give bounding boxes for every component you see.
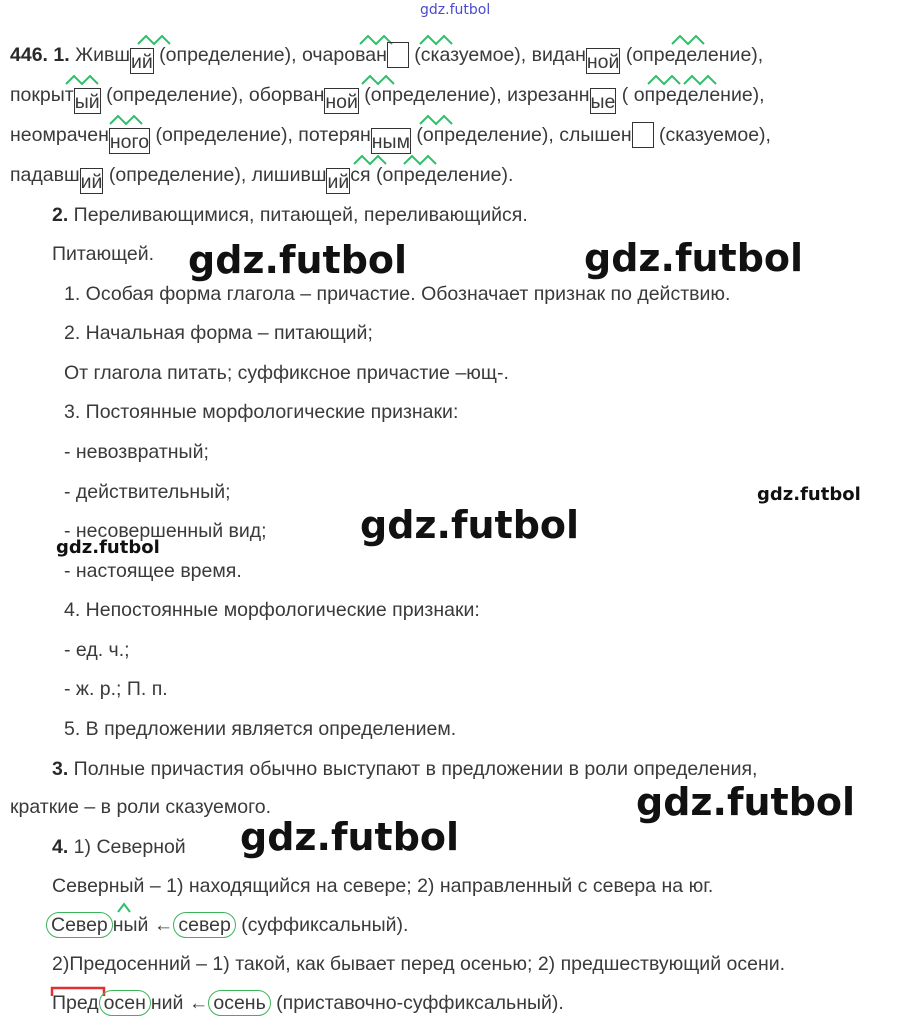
ending-box: ным — [371, 128, 411, 154]
watermark: gdz.futbol — [360, 503, 580, 547]
part-number: 1. — [53, 44, 70, 66]
watermark: gdz.futbol — [240, 815, 460, 859]
text: (определение), — [410, 124, 560, 146]
watermark-top: gdz.futbol — [420, 2, 491, 18]
watermark: gdz.futbol — [584, 236, 804, 280]
p2-item: 3. Постоянные морфологические признаки: — [64, 401, 459, 423]
word: потерян — [298, 124, 371, 146]
text: Переливающимися, питающей, переливающийся. — [68, 204, 528, 226]
part-number: 2. — [52, 204, 69, 226]
p1-line2 — [10, 82, 765, 114]
ending-box: ной — [324, 88, 359, 114]
p2-item: - действительный; — [64, 481, 231, 503]
p3-line2: краткие – в роли сказуемого. — [10, 796, 272, 818]
null-ending-box — [632, 122, 654, 148]
p1-line3 — [10, 122, 771, 154]
word: слышен — [559, 124, 632, 146]
p2-item: - настоящее время. — [64, 560, 242, 582]
watermark: gdz.futbol — [56, 537, 160, 558]
p4-def1: Северный – 1) находящийся на севере; 2) направленный с севера на юг. — [52, 875, 714, 897]
ending-box: ного — [109, 128, 150, 154]
p2-item: - ед. ч.; — [64, 639, 130, 661]
part-number: 3. — [52, 758, 69, 780]
text: (определение), — [620, 44, 764, 66]
text: ( определение), — [616, 84, 765, 106]
null-ending-box — [387, 42, 409, 68]
p1-line4 — [10, 162, 513, 194]
watermark: gdz.futbol — [757, 484, 861, 505]
ending-box: ий — [130, 48, 154, 74]
word: лишивш — [251, 164, 327, 186]
p2-item: 2. Начальная форма – питающий; — [64, 322, 373, 344]
p2-item: От глагола питать; суффиксное причастие –ющ-. — [64, 362, 509, 384]
p2-item: 5. В предложении является определением. — [64, 718, 457, 740]
text: Полные причастия обычно выступают в предложении в роли определения, — [68, 758, 758, 780]
word: падавш — [10, 164, 80, 186]
part-number: 4. — [52, 836, 69, 858]
text: (сказуемое), — [408, 44, 532, 66]
p2-item: - невозвратный; — [64, 441, 209, 463]
ending-box: ий — [326, 168, 350, 194]
p3-line1 — [52, 756, 757, 782]
text: 1) Северной — [68, 836, 186, 858]
text: ний — [150, 992, 184, 1014]
text: (определение). — [370, 164, 514, 186]
word: Живш — [75, 44, 130, 66]
p4-head — [52, 834, 186, 860]
p2-item: - ж. р.; П. п. — [64, 678, 168, 700]
root-oval: осен — [99, 990, 151, 1016]
watermark: gdz.futbol — [636, 780, 856, 824]
p1-line1 — [10, 42, 763, 74]
ending-box: ной — [586, 48, 621, 74]
word: изрезанн — [507, 84, 590, 106]
text: (определение), — [153, 44, 302, 66]
text: ный — [112, 914, 149, 936]
p2-item: 4. Непостоянные морфологические признаки: — [64, 599, 480, 621]
ending-box: ий — [80, 168, 104, 194]
word: видан — [531, 44, 586, 66]
watermark: gdz.futbol — [188, 238, 408, 282]
p2-item: 1. Особая форма глагола – причастие. Обозначает признак по действию. — [64, 283, 731, 305]
text: (определение), — [103, 164, 252, 186]
text: (определение), — [150, 124, 299, 146]
word: ся — [350, 164, 371, 186]
root-oval: Север — [46, 912, 113, 938]
text: (суффиксальный). — [235, 914, 409, 936]
ending-box: ый — [74, 88, 101, 114]
text: (определение), — [100, 84, 249, 106]
word: очарован — [301, 44, 387, 66]
arrow: ← — [148, 914, 174, 936]
p4-morph1 — [46, 912, 408, 938]
p4-morph2 — [52, 990, 564, 1016]
arrow: ← — [183, 992, 209, 1014]
p2-item: - несовершенный вид; — [64, 520, 267, 542]
p4-def2: 2)Предосенний – 1) такой, как бывает перед осенью; 2) предшествующий осени. — [52, 953, 786, 975]
ending-box: ые — [590, 88, 617, 114]
text: (сказуемое), — [653, 124, 771, 146]
base-oval: север — [173, 912, 235, 938]
word: покрыт — [10, 84, 74, 106]
word: оборван — [248, 84, 325, 106]
text: (приставочно-суффиксальный). — [270, 992, 564, 1014]
base-oval: осень — [208, 990, 270, 1016]
task-number: 446. — [10, 44, 48, 66]
prefix: Пред — [52, 992, 99, 1014]
word: неомрачен — [10, 124, 109, 146]
text: (определение), — [358, 84, 508, 106]
p2-head — [52, 202, 528, 228]
p2-word: Питающей. — [52, 243, 155, 265]
